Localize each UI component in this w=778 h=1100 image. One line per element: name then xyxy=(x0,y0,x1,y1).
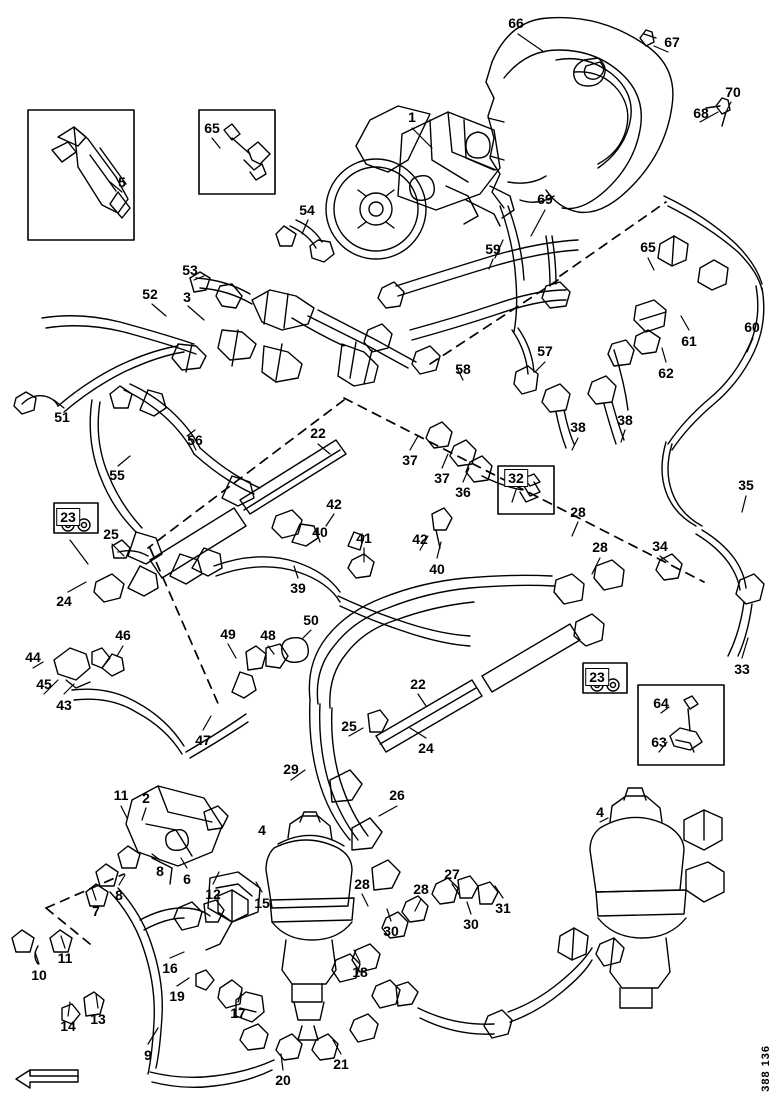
callout-37: 37 xyxy=(434,470,450,486)
callout-23: 23 xyxy=(56,508,80,526)
callout-59: 59 xyxy=(485,241,501,257)
callout-48: 48 xyxy=(260,627,276,643)
callout-22: 22 xyxy=(310,425,326,441)
callout-69: 69 xyxy=(537,191,553,207)
callout-56: 56 xyxy=(187,432,203,448)
callout-24: 24 xyxy=(418,740,434,756)
callout-12: 12 xyxy=(205,886,221,902)
callout-1: 1 xyxy=(408,109,416,125)
callout-2: 2 xyxy=(142,790,150,806)
callout-15: 15 xyxy=(254,895,270,911)
callout-62: 62 xyxy=(658,365,674,381)
callout-25: 25 xyxy=(341,718,357,734)
callout-60: 60 xyxy=(744,319,760,335)
callout-9: 9 xyxy=(144,1047,152,1063)
callout-36: 36 xyxy=(455,484,471,500)
callout-46: 46 xyxy=(115,627,131,643)
callout-58: 58 xyxy=(455,361,471,377)
callout-5: 5 xyxy=(118,174,126,190)
callout-67: 67 xyxy=(664,34,680,50)
callout-37: 37 xyxy=(402,452,418,468)
callout-21: 21 xyxy=(333,1056,349,1072)
callout-57: 57 xyxy=(537,343,553,359)
callout-24: 24 xyxy=(56,593,72,609)
callout-33: 33 xyxy=(734,661,750,677)
callout-65: 65 xyxy=(204,120,220,136)
callout-28: 28 xyxy=(592,539,608,555)
callout-61: 61 xyxy=(681,333,697,349)
callout-16: 16 xyxy=(162,960,178,976)
callout-30: 30 xyxy=(463,916,479,932)
callout-30: 30 xyxy=(383,923,399,939)
callout-10: 10 xyxy=(31,967,47,983)
callout-23: 23 xyxy=(585,668,609,686)
callout-8: 8 xyxy=(156,863,164,879)
callout-28: 28 xyxy=(354,876,370,892)
callout-43: 43 xyxy=(56,697,72,713)
callout-53: 53 xyxy=(182,262,198,278)
callout-28: 28 xyxy=(570,504,586,520)
inset-box-63-64 xyxy=(638,685,724,765)
callout-22: 22 xyxy=(410,676,426,692)
rail-22-lower xyxy=(368,554,682,752)
callout-14: 14 xyxy=(60,1018,76,1034)
callout-34: 34 xyxy=(652,538,668,554)
hose-43-47 xyxy=(54,638,308,758)
callout-25: 25 xyxy=(103,526,119,542)
callout-35: 35 xyxy=(738,477,754,493)
callout-52: 52 xyxy=(142,286,158,302)
callout-38: 38 xyxy=(570,419,586,435)
callout-6: 6 xyxy=(183,871,191,887)
dashed-assembly-lines xyxy=(46,202,704,944)
callout-44: 44 xyxy=(25,649,41,665)
callout-18: 18 xyxy=(352,964,368,980)
callout-41: 41 xyxy=(356,530,372,546)
fuel-injection-pump-1 xyxy=(326,106,514,259)
callout-42: 42 xyxy=(412,531,428,547)
callout-66: 66 xyxy=(508,15,524,31)
callout-11: 11 xyxy=(57,950,73,966)
callout-54: 54 xyxy=(299,202,315,218)
callout-51: 51 xyxy=(54,409,70,425)
callout-32: 32 xyxy=(504,469,528,487)
callout-42: 42 xyxy=(326,496,342,512)
front-direction-arrow xyxy=(16,1070,78,1088)
callout-11: 11 xyxy=(113,787,129,803)
callout-39: 39 xyxy=(290,580,306,596)
callout-20: 20 xyxy=(275,1072,291,1088)
fuel-filter-4-right xyxy=(418,788,724,1038)
callout-68: 68 xyxy=(693,105,709,121)
callout-55: 55 xyxy=(109,467,125,483)
callout-26: 26 xyxy=(389,787,405,803)
fuel-rail-assembly xyxy=(218,290,416,386)
callout-3: 3 xyxy=(183,289,191,305)
callout-64: 64 xyxy=(653,695,669,711)
callout-63: 63 xyxy=(651,734,667,750)
callout-38: 38 xyxy=(617,412,633,428)
callout-4: 4 xyxy=(596,804,604,820)
callout-50: 50 xyxy=(303,612,319,628)
callout-40: 40 xyxy=(312,524,328,540)
callout-28: 28 xyxy=(413,881,429,897)
callout-47: 47 xyxy=(195,732,211,748)
callout-4: 4 xyxy=(258,822,266,838)
callout-27: 27 xyxy=(444,866,460,882)
callout-13: 13 xyxy=(90,1011,106,1027)
callout-45: 45 xyxy=(36,676,52,692)
callout-70: 70 xyxy=(725,84,741,100)
callout-31: 31 xyxy=(495,900,511,916)
callout-65: 65 xyxy=(640,239,656,255)
callout-40: 40 xyxy=(429,561,445,577)
callout-19: 19 xyxy=(169,988,185,1004)
callout-8: 8 xyxy=(115,887,123,903)
callout-49: 49 xyxy=(220,626,236,642)
callout-29: 29 xyxy=(283,761,299,777)
callout-17: 17 xyxy=(230,1005,246,1021)
sheet-code: 388 136 xyxy=(760,1045,772,1092)
callout-7: 7 xyxy=(92,903,100,919)
center-pipes xyxy=(214,508,470,646)
